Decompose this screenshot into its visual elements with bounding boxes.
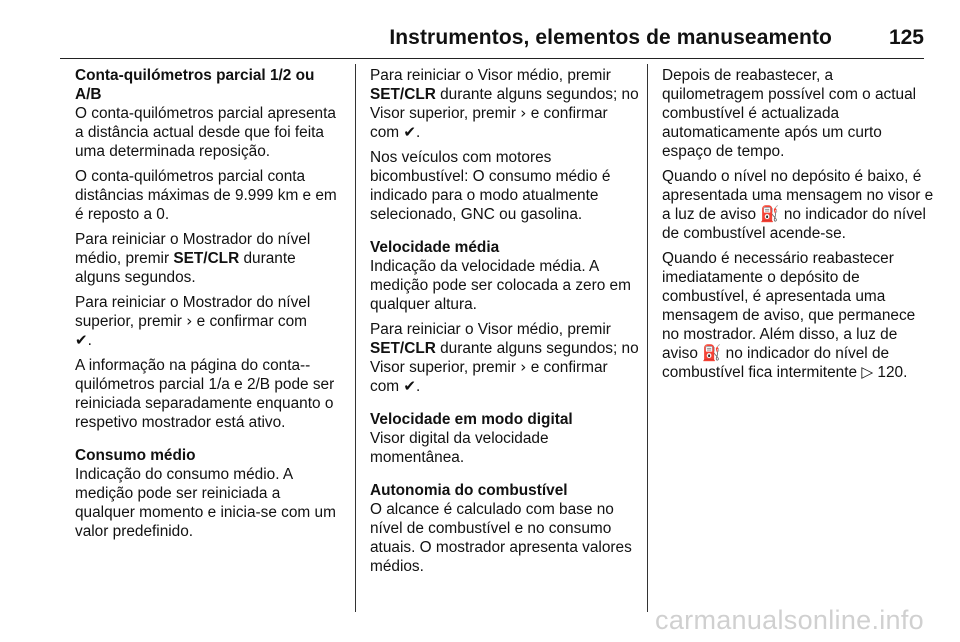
text: Quando é necessário reabastecer imediatamente o depósito de combustível, é apresentada uma mensagem de aviso, que permanece no mostrador. Além disso, a luz de aviso <box>662 250 916 362</box>
column-3 <box>662 66 934 388</box>
heading-average-consumption: Consumo médio <box>75 447 196 464</box>
fuel-warning-icon: ⛽ <box>760 205 780 223</box>
text: e confirmar com <box>192 313 307 330</box>
paragraph <box>75 230 343 287</box>
page-reference-link[interactable]: 120. <box>873 364 908 381</box>
text: Para reiniciar o Visor médio, premir <box>370 67 611 84</box>
paragraph: Depois de reabastecer, a quilometragem possível com o actual combustível é actualizada automaticamente após um curto espaço de tempo. <box>662 67 917 160</box>
heading-digital-speed: Velocidade em modo digital <box>370 411 573 428</box>
text: . <box>415 378 421 395</box>
page-reference-icon: ▷ <box>861 363 874 381</box>
text: Quando o nível no depósito é baixo, é apresentada uma mensagem no visor e a luz de aviso <box>662 168 934 223</box>
heading-trip-odometer: Conta-quilómetros parcial 1/2 ou A/B <box>75 67 315 103</box>
paragraph <box>370 320 640 396</box>
section-fuel-range <box>370 481 640 576</box>
text: . <box>87 332 92 349</box>
watermark: carmanualsonline.info <box>655 605 924 635</box>
column-divider-2 <box>647 64 648 612</box>
section-average-speed <box>370 238 640 396</box>
check-icon: ✔ <box>403 377 416 395</box>
paragraph: O conta-quilómetros parcial conta distâncias máximas de 9.999 km e em é reposto a 0. <box>75 168 337 223</box>
paragraph: Nos veículos com motores bicombustível: O consumo médio é indicado para o modo atualmente selecionado, GNC ou gasolina. <box>370 149 611 223</box>
column-2 <box>370 66 640 582</box>
text: Para reiniciar o Mostrador do nível superior, premir <box>75 294 311 330</box>
set-clr-label: SET/CLR <box>370 86 436 103</box>
check-icon: ✔ <box>403 123 416 141</box>
check-icon: ✔ <box>75 331 88 349</box>
chevron-right-icon: › <box>186 312 193 330</box>
chevron-right-icon: › <box>520 358 527 376</box>
paragraph: O alcance é calculado com base no nível de combustível e no consumo atuais. O mostrador apresenta valores médios. <box>370 501 632 575</box>
column-divider-1 <box>355 64 356 612</box>
text: . <box>415 124 421 141</box>
heading-fuel-range: Autonomia do combustível <box>370 482 568 499</box>
paragraph <box>75 293 343 350</box>
paragraph: A informação na página do conta--quilómetros parcial 1/a e 2/B pode ser reiniciada separadamente enquanto o respetivo mostrador está ativo. <box>75 357 335 431</box>
set-clr-label: SET/CLR <box>173 250 240 267</box>
paragraph: O conta-quilómetros parcial apresenta a distância actual desde que foi feita uma determinada reposição. <box>75 105 336 160</box>
text: Para reiniciar o Mostrador do nível médio, premir <box>75 231 311 267</box>
section-average-consumption <box>75 446 343 541</box>
paragraph <box>662 249 934 382</box>
heading-average-speed: Velocidade média <box>370 239 500 256</box>
chevron-right-icon: › <box>520 104 527 122</box>
page-header <box>60 26 924 60</box>
text: durante alguns segundos; no Visor superior, premir <box>370 340 639 376</box>
paragraph <box>370 66 640 142</box>
section-digital-speed <box>370 410 640 467</box>
paragraph: Indicação do consumo médio. A medição pode ser reiniciada a qualquer momento e inicia-se com um valor predefinido. <box>75 466 336 540</box>
header-rule <box>60 58 924 59</box>
text: Para reiniciar o Visor médio, premir <box>370 321 611 338</box>
page-number: 125 <box>888 26 924 49</box>
text: durante alguns segundos. <box>75 250 296 286</box>
text: e confirmar com <box>370 105 608 141</box>
column-1 <box>75 66 343 547</box>
fuel-warning-icon: ⛽ <box>702 344 722 362</box>
text: e confirmar com <box>370 359 608 395</box>
text: no indicador do nível de combustível fica intermitente <box>662 345 890 381</box>
section-trip-odometer <box>75 66 343 432</box>
paragraph: Indicação da velocidade média. A medição pode ser colocada a zero em qualquer altura. <box>370 258 631 313</box>
paragraph: Visor digital da velocidade momentânea. <box>370 430 549 466</box>
page-title: Instrumentos, elementos de manuseamento <box>389 26 832 49</box>
text: no indicador do nível de combustível acende-se. <box>662 206 926 242</box>
paragraph <box>662 167 934 243</box>
text: durante alguns segundos; no Visor superior, premir <box>370 86 639 122</box>
set-clr-label: SET/CLR <box>370 340 436 357</box>
